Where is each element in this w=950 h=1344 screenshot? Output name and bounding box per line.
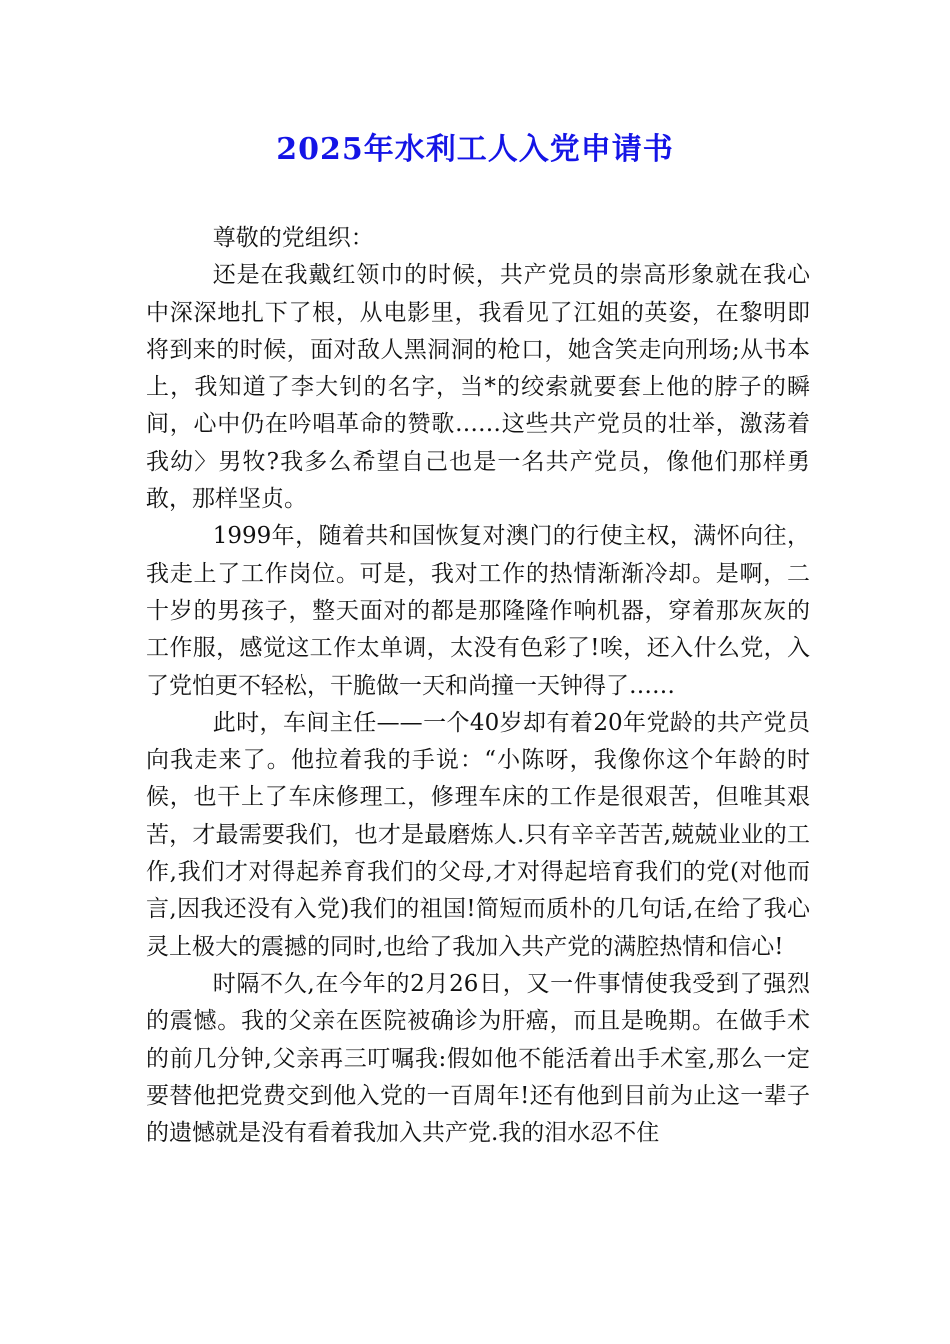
salutation: 尊敬的党组织： [212,225,374,251]
paragraph-3: 此时，车间主任——一个40岁却有着20年党龄的共产党员向我走来了。他拉着我的手说：“小陈呀，我像你这个年龄的时候，也干上了车床修理工，修理车床的工作是很艰苦，但唯其艰苦，才最需要我们，也才是最磨炼人.只有辛辛苦苦,兢兢业业的工作,我们才对得起养育我们的父母,才对得起培育我们的党(对他而言,因我还没有入党)我们的祖国!简短而质朴的几句话,在给了我心灵上极大的震撼的同时,也给了我加入共产党的满腔热情和信心! [146,709,810,960]
paragraph-1: 还是在我戴红领巾的时候，共产党员的崇高形象就在我心中深深地扎下了根，从电影里，我看见了江姐的英姿，在黎明即将到来的时候，面对敌人黑洞洞的枪口，她含笑走向刑场;从书本上，我知道了李大钊的名字，当*的绞索就要套上他的脖子的瞬间，心中仍在吟唱革命的赞歌……这些共产党员的壮举，激荡着我幼〉男牧?我多么希望自己也是一名共产党员，像他们那样勇敢，那样坚贞。 [146,262,810,513]
paragraph-2: 1999年，随着共和国恢复对澳门的行使主权，满怀向往，我走上了工作岗位。可是，我对工作的热情渐渐冷却。是啊，二十岁的男孩子，整天面对的都是那隆隆作响机器，穿着那灰灰的工作服，感觉这工作太单调，太没有色彩了!唉，还入什么党，入了党怕更不轻松，干脆做一天和尚撞一天钟得了…… [146,523,810,699]
paragraph-4: 时隔不久,在今年的2月26日，又一件事情使我受到了强烈的震憾。我的父亲在医院被确诊为肝癌，而且是晚期。在做手术的前几分钟,父亲再三叮嘱我:假如他不能活着出手术室,那么一定要替他把党费交到他入党的一百周年!还有他到目前为止这一辈子的遗憾就是没有看着我加入共产党.我的泪水忍不住 [146,970,810,1147]
document-title: 2025年水利工人入党申请书 [276,132,674,167]
document-body [146,220,810,1152]
